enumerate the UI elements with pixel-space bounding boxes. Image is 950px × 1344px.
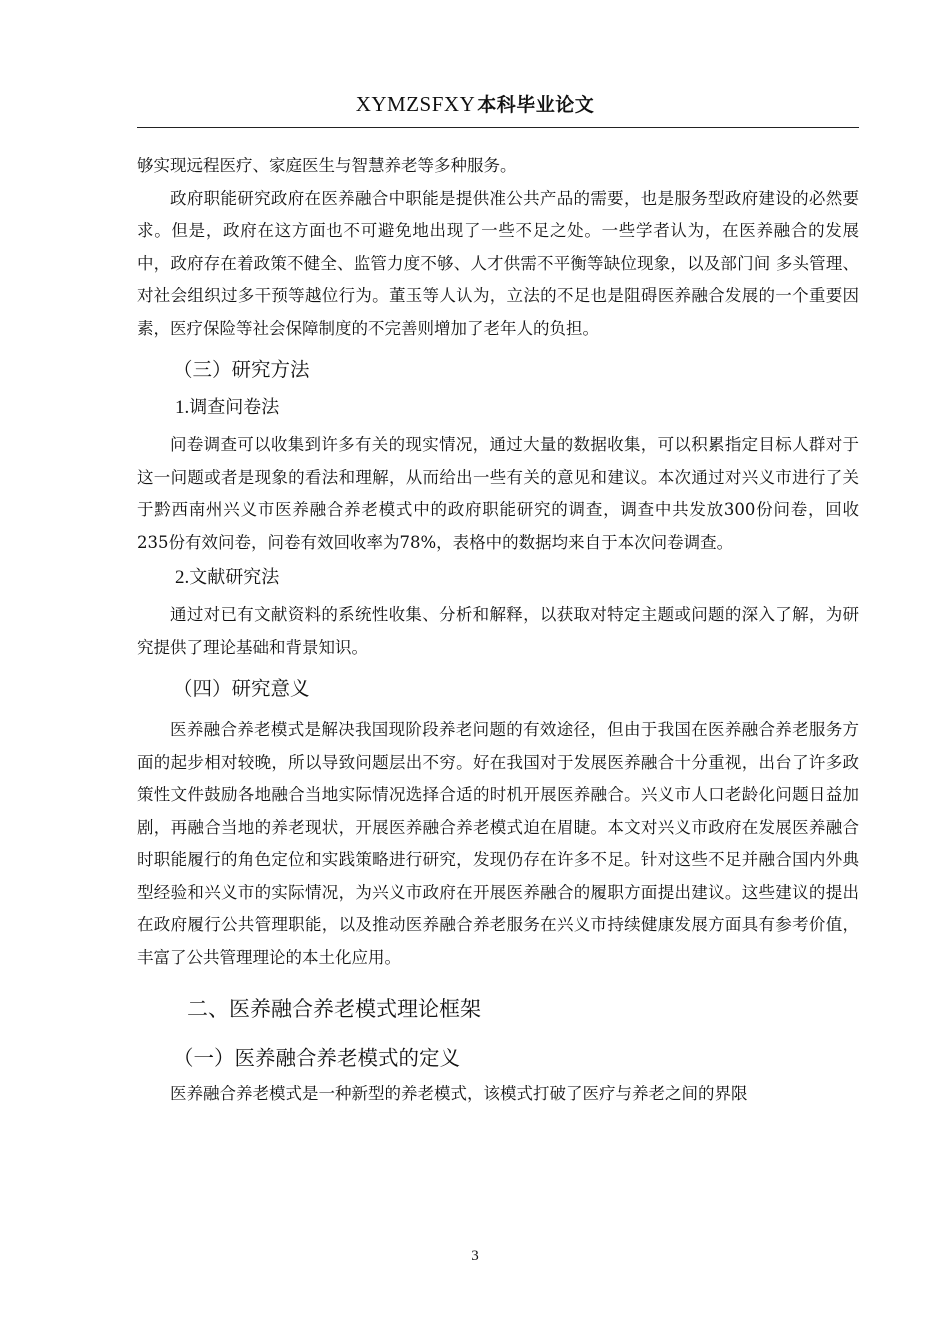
paragraph-questionnaire: 问卷调查可以收集到许多有关的现实情况，通过大量的数据收集，可以积累指定目标人群对于这一问题或者是现象的看法和理解，从而给出一些有关的意见和建议。本次通过对兴义市进行了关于黔西南州兴义市医养融合养老模式中的政府职能研究的调查，调查中共发放300份问卷，回收235份有效问卷，问卷有效回收率为78%，表格中的数据均来自于本次问卷调查。 <box>137 435 859 552</box>
heading-research-methods: （三）研究方法 <box>173 358 310 381</box>
paragraph-model-definition: 医养融合养老模式是一种新型的养老模式，该模式打破了医疗与养老之间的界限 <box>170 1084 748 1103</box>
heading-number: 1. <box>175 397 190 418</box>
page-number: 3 <box>471 1248 479 1264</box>
heading-model-definition: （一）医养融合养老模式的定义 <box>173 1046 460 1070</box>
paragraph-continuation: 够实现远程医疗、家庭医生与智慧养老等多种服务。 <box>137 156 517 175</box>
paragraph-significance: 医养融合养老模式是解决我国现阶段养老问题的有效途径，但由于我国在医养融合养老服务方面的起步相对较晚，所以导致问题层出不穷。好在我国对于发展医养融合十分重视，出台了许多政策性文件鼓励各地融合当地实际情况选择合适的时机开展医养融合。兴义市人口老龄化问题日益加剧，再融合当地的养老现状，开展医养融合养老模式迫在眉睫。本文对兴义市政府在发展医养融合时职能履行的角色定位和实践策略进行研究，发现仍存在许多不足。针对这些不足并融合国内外典型经验和兴义市的实际情况，为兴义市政府在开展医养融合的履职方面提出建议。这些建议的提出在政府履行公共管理职能，以及推动医养融合养老服务在兴义市持续健康发展方面具有参考价值，丰富了公共管理理论的本土化应用。 <box>137 720 859 967</box>
heading-number: 2. <box>175 567 190 588</box>
paragraph-government-function: 政府职能研究政府在医养融合中职能是提供准公共产品的需要，也是服务型政府建设的必然要求。但是，政府在这方面也不可避免地出现了一些不足之处。一些学者认为，在医养融合的发展中，政府存在着政策不健全、监管力度不够、人才供需不平衡等缺位现象，以及部门间 多头管理、对社会组织过多干预等越位行为。董玉等人认为，立法的不足也是阻碍医养融合发展的一个重要因素，医疗保险等社会保障制度的不完善则增加了老年人的负担。 <box>137 188 859 338</box>
heading-literature-method <box>137 565 859 591</box>
heading-research-significance: （四）研究意义 <box>173 677 310 700</box>
header-title: 本科毕业论文 <box>477 94 595 116</box>
page-header <box>0 90 950 117</box>
heading-chapter-two: 二、医养融合养老模式理论框架 <box>187 997 481 1021</box>
heading-questionnaire-method <box>137 395 859 421</box>
header-school-code: XYMZSFXY <box>355 92 476 116</box>
paragraph-literature: 通过对已有文献资料的系统性收集、分析和解释，以获取对特定主题或问题的深入了解，为研究提供了理论基础和背景知识。 <box>137 605 859 657</box>
page-body <box>137 150 859 1111</box>
header-rule <box>137 127 859 128</box>
heading-text: 调查问卷法 <box>189 397 280 418</box>
heading-text: 文献研究法 <box>189 567 280 588</box>
